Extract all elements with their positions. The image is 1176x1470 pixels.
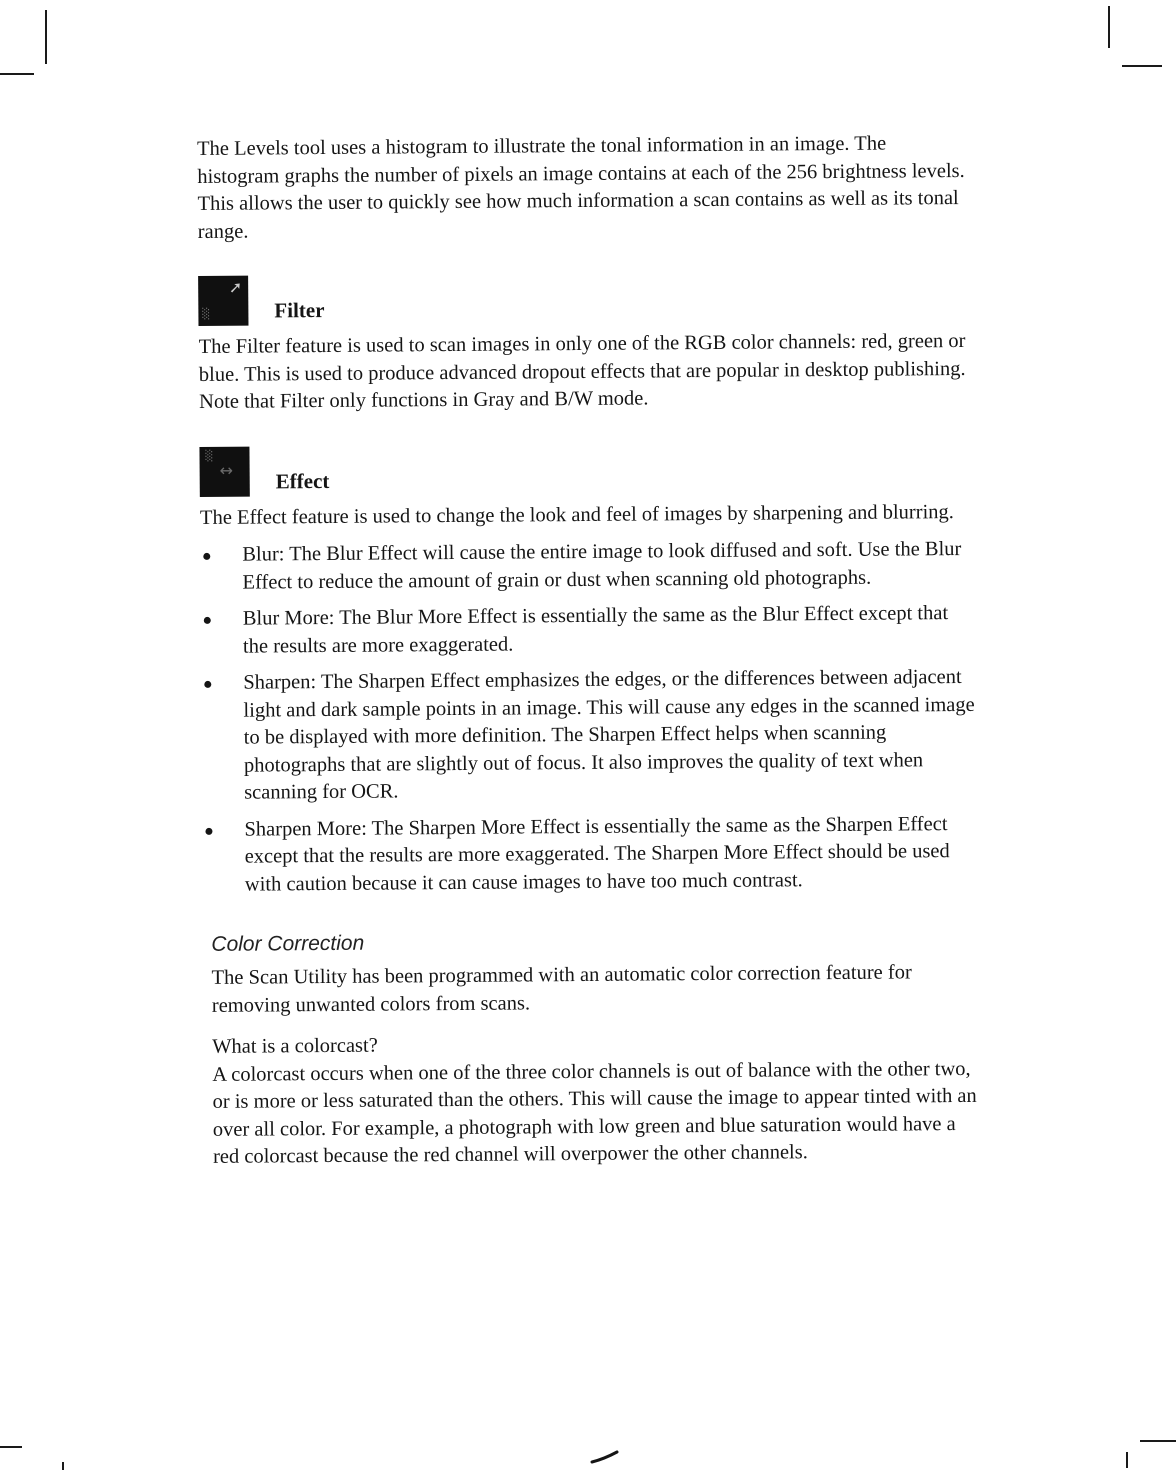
filter-title: Filter bbox=[274, 298, 325, 323]
crop-mark-top-right bbox=[1108, 6, 1110, 48]
effect-tool-icon: ░ ↔ bbox=[199, 446, 249, 496]
effect-title: Effect bbox=[275, 468, 330, 493]
colorcast-answer: A colorcast occurs when one of the three color channels is out of balance with the other two, or is more or less saturated than the others. This will cause the image to appear tinted with an over all color. For example, a photograph with low green and blue saturation would have a red colorcast because the red channel will overpower the other channels. bbox=[212, 1057, 977, 1168]
list-item-text: Blur: The Blur Effect will cause the entire image to look diffused and soft. Use the Blur Effect to reduce the amount of grain or dust when scanning old photographs. bbox=[242, 538, 962, 594]
effect-section-header bbox=[199, 436, 974, 496]
filter-description: The Filter feature is used to scan images in only one of the RGB color channels: red, green or blue. This is used to produce advanced dropout effects that are popular in desktop publishing. Note that Filter only functions in Gray and B/W mode. bbox=[198, 329, 966, 413]
crop-mark-top-left-horizontal bbox=[0, 73, 34, 75]
list-item-text: Sharpen More: The Sharpen More Effect is essentially the same as the Sharpen Effect except that the results are more exaggerated. The Sharpen More Effect should be used with caution because it can cause images to have too much contrast. bbox=[244, 812, 950, 896]
color-correction-body bbox=[212, 959, 981, 1172]
color-correction-heading: Color Correction bbox=[211, 931, 365, 956]
crop-mark-bottom-right bbox=[1140, 1440, 1176, 1442]
filter-section-header bbox=[198, 266, 973, 326]
list-item-blur-more bbox=[201, 600, 976, 661]
page-content bbox=[197, 130, 980, 1172]
effect-description: The Effect feature is used to change the look and feel of images by sharpening and blurring. bbox=[199, 500, 954, 529]
crop-mark-top-left bbox=[45, 10, 47, 64]
bullet-icon bbox=[205, 827, 212, 834]
bullet-icon bbox=[203, 553, 210, 560]
list-item-sharpen bbox=[201, 664, 977, 808]
crop-mark-bottom-left-vertical bbox=[62, 1462, 64, 1470]
filter-tool-icon: ➚ ░ bbox=[198, 276, 248, 326]
list-item-blur bbox=[200, 536, 975, 597]
list-item-text: Blur More: The Blur More Effect is essentially the same as the Blur Effect except that the results are more exaggerated. bbox=[242, 602, 949, 658]
list-item-text: Sharpen: The Sharpen Effect emphasizes the edges, or the differences between adjacent light and dark sample points in an image. This will cause any edges in the scanned image to be displayed with more definition. The Sharpen Effect helps when scanning photographs that are slightly out of focus. It also improves the quality of text when scanning for OCR. bbox=[243, 666, 975, 804]
colorcast-question: What is a colorcast? bbox=[212, 1034, 378, 1058]
effect-list bbox=[200, 536, 978, 899]
crop-mark-bottom-right-vertical bbox=[1126, 1452, 1128, 1468]
list-item-sharpen-more bbox=[202, 810, 978, 899]
bullet-icon bbox=[204, 617, 211, 624]
levels-intro-paragraph: The Levels tool uses a histogram to illustrate the tonal information in an image. The histogram graphs the number of pixels an image contains at each of the 256 brightness levels. This allows the user to quickly see how much information a scan contains as well as its tonal range. bbox=[197, 132, 965, 243]
color-correction-intro: The Scan Utility has been programmed with an automatic color correction feature for removing unwanted colors from scans. bbox=[211, 961, 912, 1017]
crop-mark-top-right-horizontal bbox=[1122, 65, 1162, 67]
crop-mark-bottom-left bbox=[0, 1446, 22, 1448]
bullet-icon bbox=[204, 681, 211, 688]
pen-stroke-mark bbox=[590, 1450, 620, 1464]
